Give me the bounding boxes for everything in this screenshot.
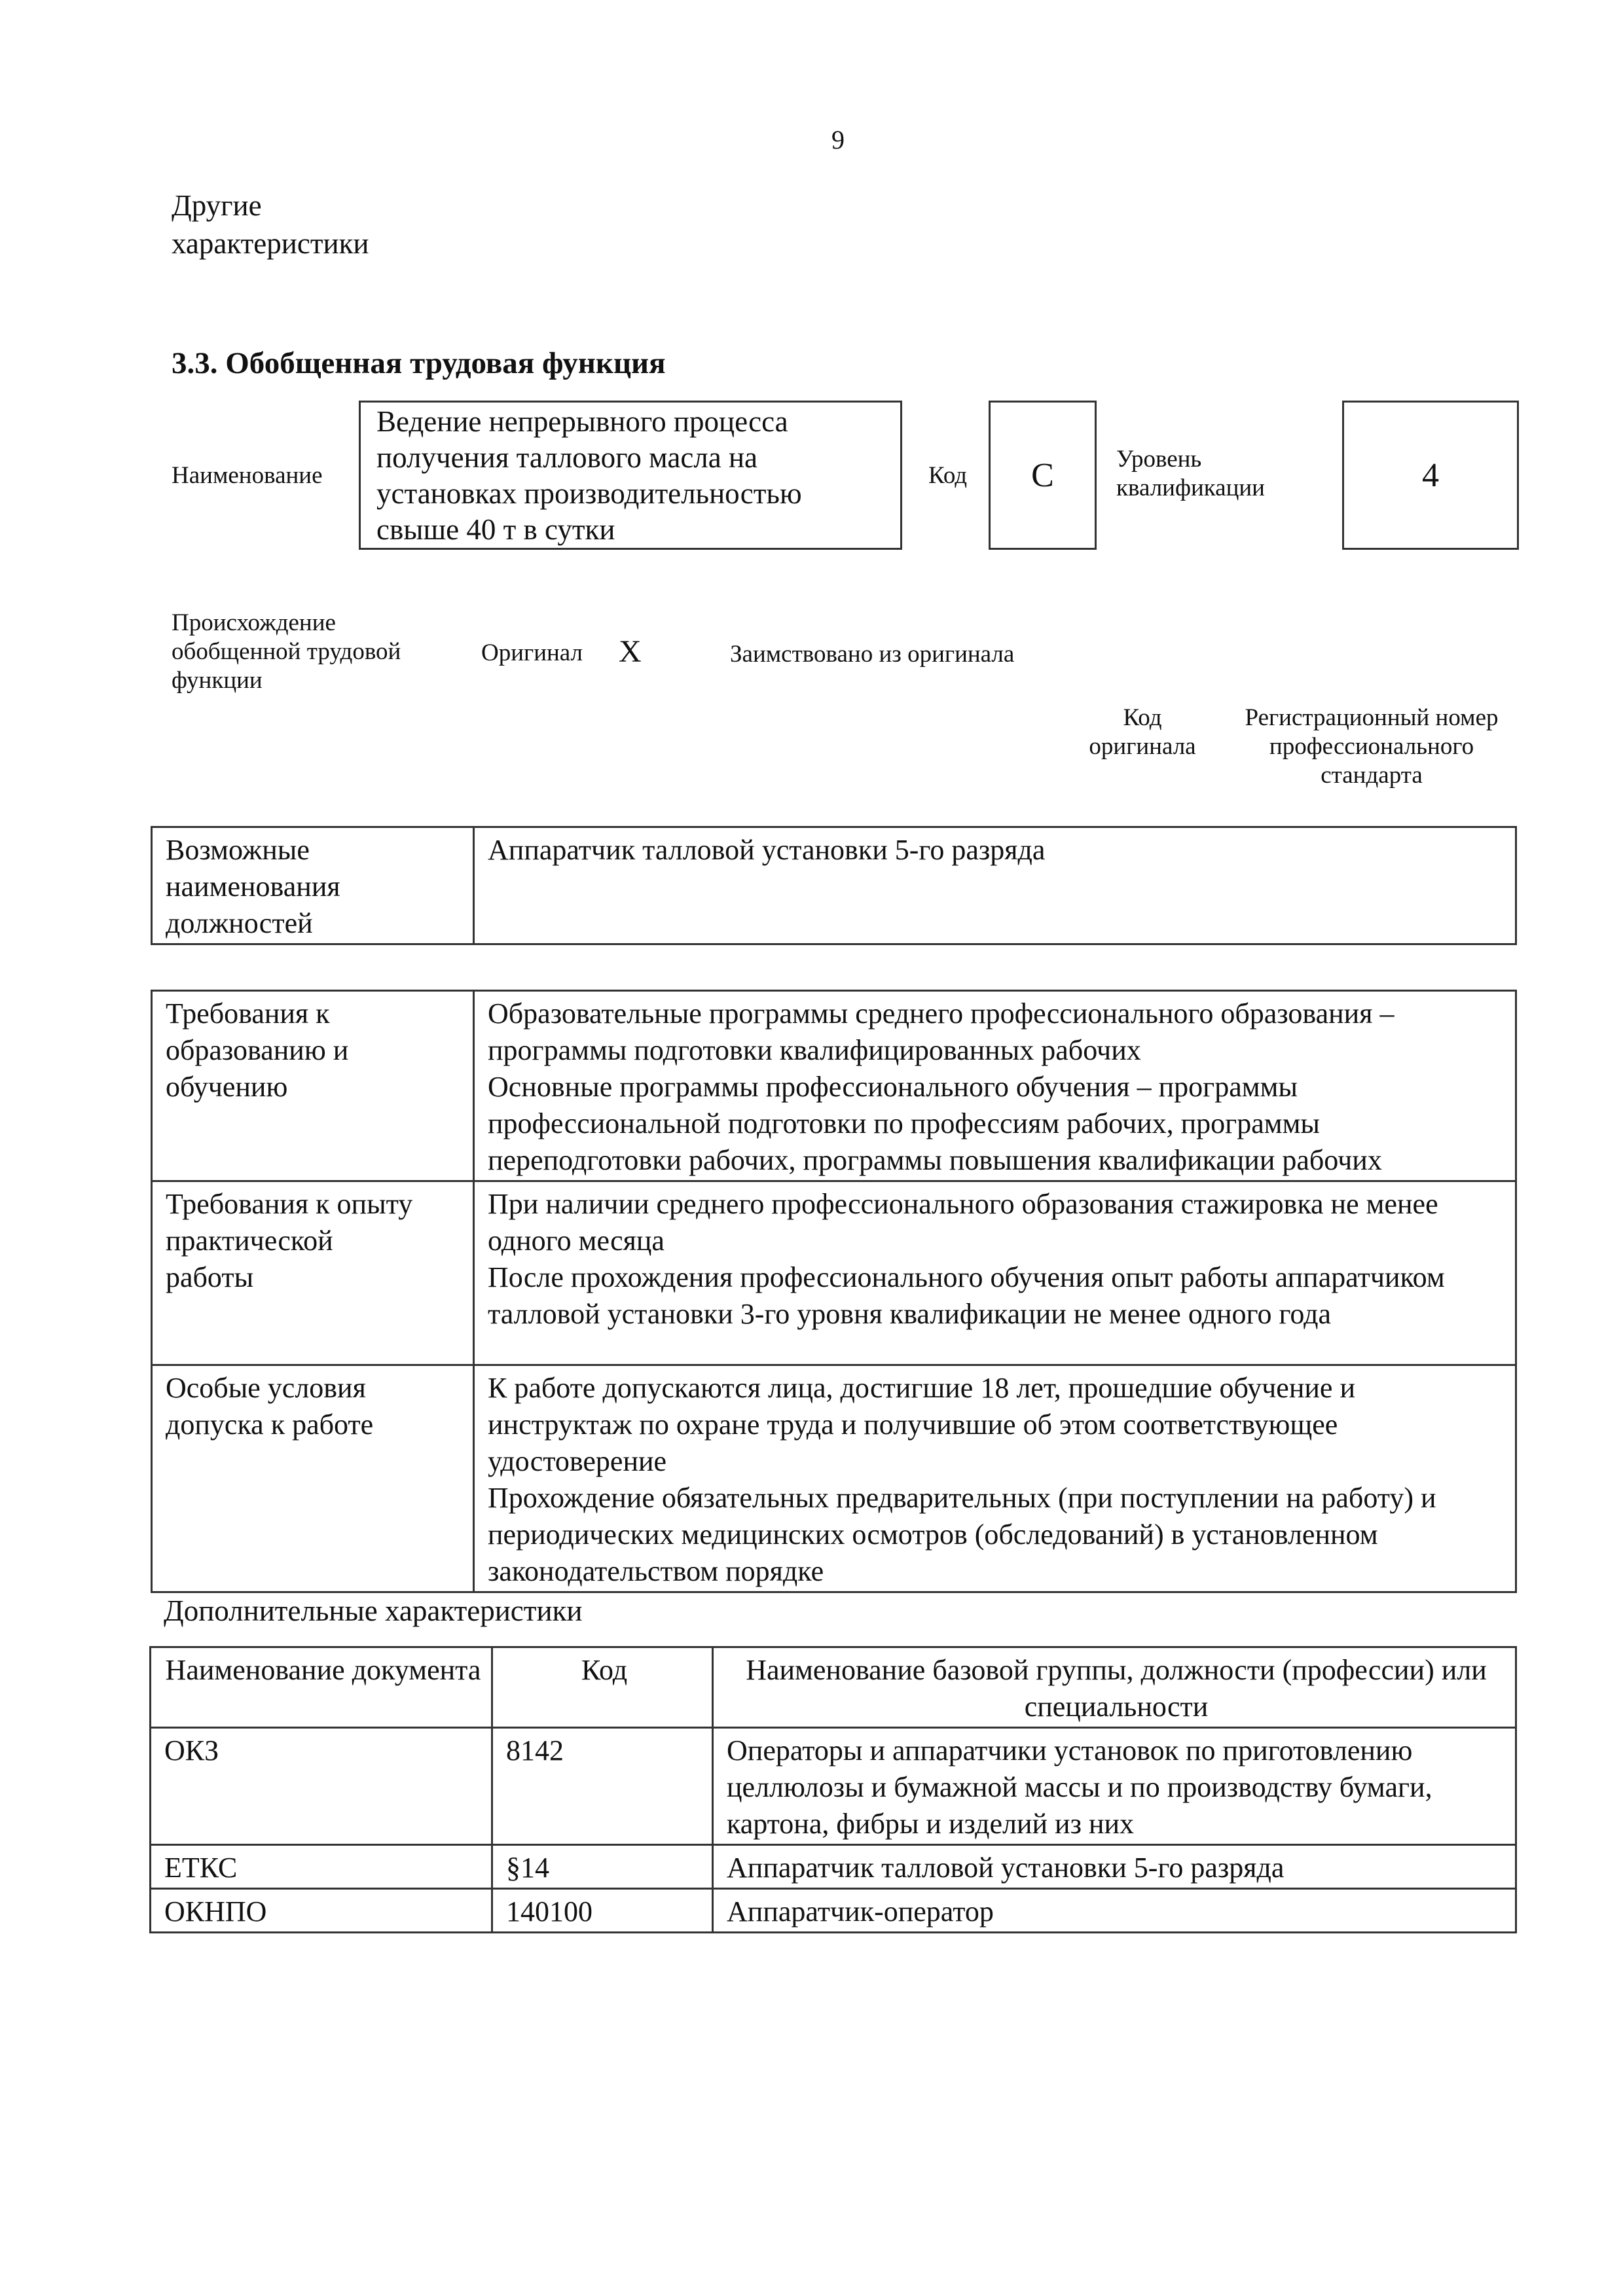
table-header-cell: Код <box>492 1647 713 1728</box>
requirement-paragraph: При наличии среднего профессионального образования стажировка не менее одного месяца <box>488 1188 1438 1257</box>
table-row <box>151 1845 1516 1889</box>
table-header-cell: Наименование документа <box>151 1647 492 1728</box>
level-label-line: Уровень <box>1116 446 1202 473</box>
positions-table <box>151 826 1517 945</box>
requirement-label-line: Требования к опыту <box>166 1188 413 1220</box>
name-value-box <box>359 401 902 550</box>
table-cell: 140100 <box>492 1889 713 1933</box>
other-characteristics-heading <box>172 187 369 262</box>
name-value-line: получения таллового масла на <box>376 441 758 474</box>
reg-number-line: профессионального <box>1269 733 1474 760</box>
section-title: 3.3. Обобщенная трудовая функция <box>172 346 666 380</box>
name-value-line: установках производительностью <box>376 477 802 510</box>
table-cell: 8142 <box>492 1728 713 1845</box>
table-row <box>152 827 1516 944</box>
reg-number-line: стандарта <box>1321 762 1423 789</box>
origin-label <box>172 609 401 695</box>
name-value-line: свыше 40 т в сутки <box>376 513 615 546</box>
requirement-label-line: обучению <box>166 1071 288 1103</box>
requirement-label-line: образованию и <box>166 1034 349 1066</box>
original-label: Оригинал <box>481 639 583 666</box>
requirement-value-cell <box>474 1181 1516 1365</box>
requirements-table <box>151 990 1517 1593</box>
table-cell: Аппаратчик-оператор <box>713 1889 1516 1933</box>
borrowed-label: Заимствовано из оригинала <box>730 641 1015 668</box>
origin-label-line: обобщенной трудовой <box>172 638 401 665</box>
positions-label-cell <box>152 827 474 944</box>
requirement-label-line: допуска к работе <box>166 1408 374 1441</box>
requirement-label-cell <box>152 991 474 1181</box>
table-cell: ЕТКС <box>151 1845 492 1889</box>
code-original-line: оригинала <box>1089 733 1196 760</box>
name-value-line: Ведение непрерывного процесса <box>376 405 788 438</box>
table-cell: §14 <box>492 1845 713 1889</box>
requirement-paragraph: Прохождение обязательных предварительных (при поступлении на работу) и периодических медицинских осмотров (обследований) в установленном законодательством порядке <box>488 1482 1436 1587</box>
positions-label-line: наименования <box>166 870 340 903</box>
table-row <box>151 1647 1516 1728</box>
other-characteristics-line: Другие <box>172 189 262 222</box>
code-original-label <box>1048 704 1237 761</box>
table-cell: ОКЗ <box>151 1728 492 1845</box>
table-cell: Аппаратчик талловой установки 5-го разряда <box>713 1845 1516 1889</box>
requirement-label-line: работы <box>166 1261 254 1293</box>
code-value-box <box>989 401 1097 550</box>
additional-table <box>149 1646 1517 1933</box>
requirement-label-cell <box>152 1181 474 1365</box>
table-row <box>151 1728 1516 1845</box>
code-value: С <box>1031 456 1054 494</box>
requirement-paragraph: К работе допускаются лица, достигшие 18 лет, прошедшие обучение и инструктаж по охране труда и получившие об этом соответствующее удостоверение <box>488 1372 1356 1477</box>
table-row <box>151 1889 1516 1933</box>
requirement-label-line: практической <box>166 1225 333 1257</box>
table-header-cell: Наименование базовой группы, должности (профессии) или специальности <box>713 1647 1516 1728</box>
requirement-paragraph: После прохождения профессионального обучения опыт работы аппаратчиком талловой установки 3-го уровня квалификации не менее одного года <box>488 1261 1445 1330</box>
page-number: 9 <box>831 125 845 154</box>
requirement-paragraph: Образовательные программы среднего профессионального образования – программы подготовки квалифицированных рабочих <box>488 997 1395 1066</box>
reg-number-line: Регистрационный номер <box>1245 704 1499 731</box>
table-row <box>152 991 1516 1181</box>
requirement-label-cell <box>152 1365 474 1592</box>
requirement-value-cell <box>474 1365 1516 1592</box>
table-row <box>152 1365 1516 1592</box>
level-label-line: квалификации <box>1116 475 1265 501</box>
table-cell: Операторы и аппаратчики установок по приготовлению целлюлозы и бумажной массы и по производству бумаги, картона, фибры и изделий из них <box>713 1728 1516 1845</box>
origin-label-line: Происхождение <box>172 609 336 636</box>
origin-label-line: функции <box>172 667 263 694</box>
level-value-box <box>1342 401 1519 550</box>
positions-label-line: Возможные <box>166 834 310 866</box>
requirement-paragraph: Основные программы профессионального обучения – программы профессиональной подготовки по профессиям рабочих, программы переподготовки рабочих, программы повышения квалификации рабочих <box>488 1071 1382 1176</box>
name-label: Наименование <box>172 462 323 489</box>
original-mark: X <box>619 634 642 669</box>
additional-title: Дополнительные характеристики <box>164 1594 583 1627</box>
other-characteristics-line: характеристики <box>172 227 369 260</box>
level-value: 4 <box>1422 456 1439 494</box>
requirement-label-line: Особые условия <box>166 1372 366 1404</box>
code-label: Код <box>928 462 968 489</box>
positions-value-cell: Аппаратчик талловой установки 5-го разряда <box>474 827 1516 944</box>
table-cell: ОКНПО <box>151 1889 492 1933</box>
level-label <box>1116 445 1265 503</box>
code-original-line: Код <box>1123 704 1162 731</box>
requirement-label-line: Требования к <box>166 997 330 1030</box>
table-row <box>152 1181 1516 1365</box>
reg-number-label <box>1218 704 1525 790</box>
positions-label-line: должностей <box>166 907 313 939</box>
requirement-value-cell <box>474 991 1516 1181</box>
